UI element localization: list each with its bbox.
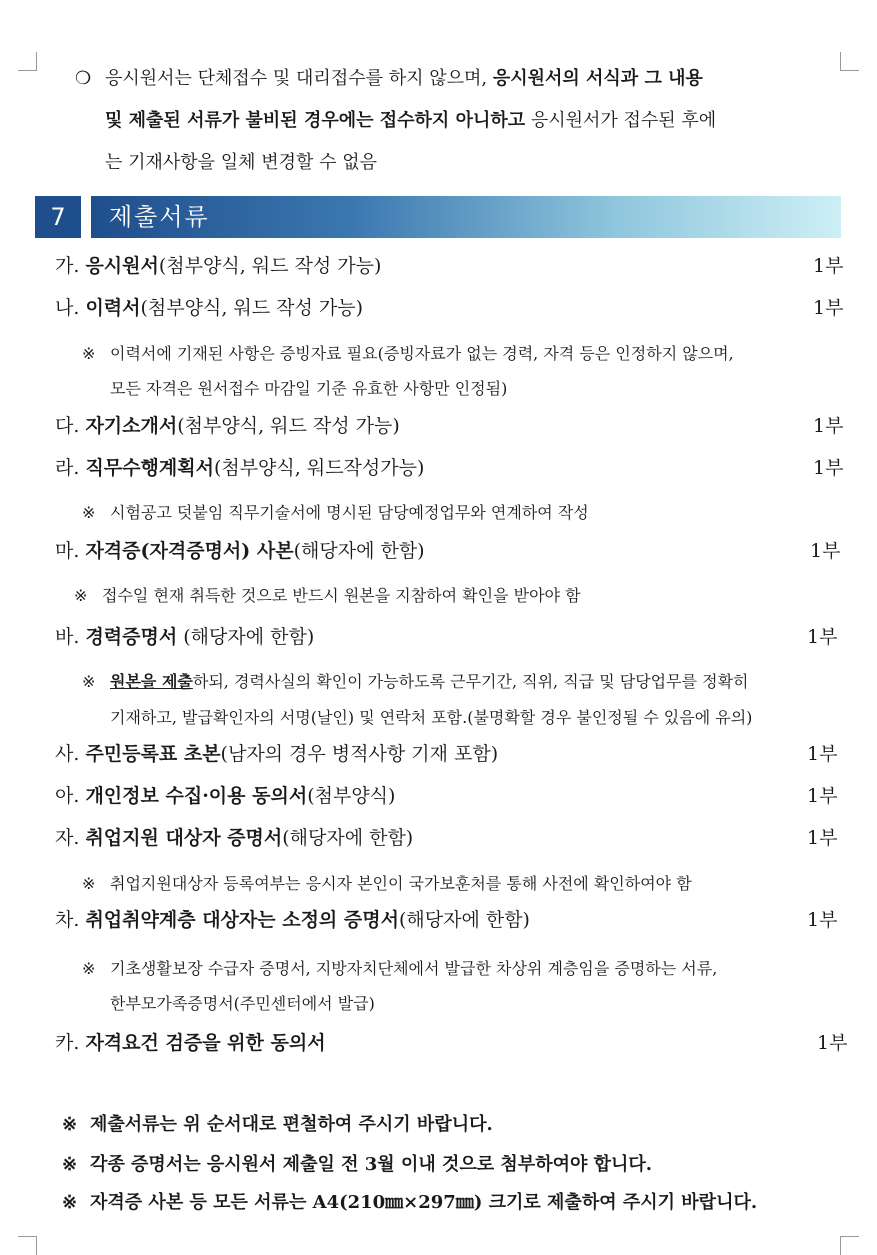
- footer-note-3: ※ 자격증 사본 등 모든 서류는 A4(210㎜×297㎜) 크기로 제출하여 주시기 바랍니다.: [62, 1192, 758, 1213]
- note-career-1: ※ 원본을 제출하되, 경력사실의 확인이 가능하도록 근무기간, 직위, 직급 및 담당업무를 정확히: [82, 672, 749, 691]
- note-resume-2: 모든 자격은 원서접수 마감일 기준 유효한 사항만 인정됨): [110, 379, 508, 398]
- item-count: 1부: [813, 297, 844, 319]
- item-count: 1부: [813, 457, 844, 479]
- circle-bullet-icon: ❍: [75, 68, 92, 89]
- section-title: 제출서류: [109, 203, 210, 231]
- intro-line-1: 응시원서는 단체접수 및 대리접수를 하지 않으며, 응시원서의 서식과 그 내용: [105, 68, 703, 89]
- item-count: 1부: [817, 1032, 848, 1054]
- item-count: 1부: [810, 540, 841, 562]
- note-license: ※ 접수일 현재 취득한 것으로 반드시 원본을 지참하여 확인을 받아야 함: [74, 586, 581, 605]
- item-count: 1부: [813, 255, 844, 277]
- section-number: 7: [35, 196, 81, 238]
- item-resident-register: 사. 주민등록표 초본(남자의 경우 병적사항 기재 포함) 1부: [55, 743, 838, 765]
- item-license: 마. 자격증(자격증명서) 사본(해당자에 한함) 1부: [55, 540, 841, 562]
- crop-mark-bottom-right: [840, 1236, 859, 1255]
- note-vulnerable-2: 한부모가족증명서(주민센터에서 발급): [110, 994, 375, 1013]
- crop-mark-bottom-left: [18, 1236, 37, 1255]
- intro-line-3: 는 기재사항을 일체 변경할 수 없음: [105, 152, 378, 173]
- intro-paragraph: [75, 58, 850, 184]
- crop-mark-top-left: [18, 52, 37, 71]
- item-count: 1부: [807, 626, 838, 648]
- section-title-bar: [91, 196, 841, 238]
- item-veteran-certificate: 자. 취업지원 대상자 증명서(해당자에 한함) 1부: [55, 827, 838, 849]
- item-resume: 나. 이력서(첨부양식, 워드 작성 가능) 1부: [55, 297, 844, 319]
- item-career: 바. 경력증명서 (해당자에 한함) 1부: [55, 626, 838, 648]
- item-count: 1부: [807, 909, 838, 931]
- item-self-intro: 다. 자기소개서(첨부양식, 워드 작성 가능) 1부: [55, 415, 844, 437]
- item-count: 1부: [813, 415, 844, 437]
- note-job-plan: ※ 시험공고 덧붙임 직무기술서에 명시된 담당예정업무와 연계하여 작성: [82, 503, 589, 522]
- section-header: [35, 196, 841, 238]
- item-count: 1부: [807, 785, 838, 807]
- note-resume-1: ※ 이력서에 기재된 사항은 증빙자료 필요(증빙자료가 없는 경력, 자격 등은 인정하지 않으며,: [82, 344, 734, 363]
- item-privacy-consent: 아. 개인정보 수집·이용 동의서(첨부양식) 1부: [55, 785, 838, 807]
- item-count: 1부: [807, 743, 838, 765]
- note-career-2: 기재하고, 발급확인자의 서명(날인) 및 연락처 포함.(불명확할 경우 불인정될 수 있음에 유의): [110, 708, 753, 727]
- item-job-plan: 라. 직무수행계획서(첨부양식, 워드작성가능) 1부: [55, 457, 844, 479]
- note-veteran: ※ 취업지원대상자 등록여부는 응시자 본인이 국가보훈처를 통해 사전에 확인하여야 함: [82, 874, 692, 893]
- note-vulnerable-1: ※ 기초생활보장 수급자 증명서, 지방자치단체에서 발급한 차상위 계층임을 증명하는 서류,: [82, 959, 718, 978]
- intro-line-2: 및 제출된 서류가 불비된 경우에는 접수하지 아니하고 응시원서가 접수된 후에: [105, 110, 717, 131]
- item-application: 가. 응시원서(첨부양식, 워드 작성 가능) 1부: [55, 255, 844, 277]
- item-verification-consent: 카. 자격요건 검증을 위한 동의서 1부: [55, 1032, 848, 1054]
- item-vulnerable-certificate: 차. 취업취약계층 대상자는 소정의 증명서(해당자에 한함) 1부: [55, 909, 838, 931]
- footer-note-1: ※ 제출서류는 위 순서대로 편철하여 주시기 바랍니다.: [62, 1114, 493, 1135]
- item-count: 1부: [807, 827, 838, 849]
- footer-note-2: ※ 각종 증명서는 응시원서 제출일 전 3월 이내 것으로 첨부하여야 합니다.: [62, 1154, 653, 1175]
